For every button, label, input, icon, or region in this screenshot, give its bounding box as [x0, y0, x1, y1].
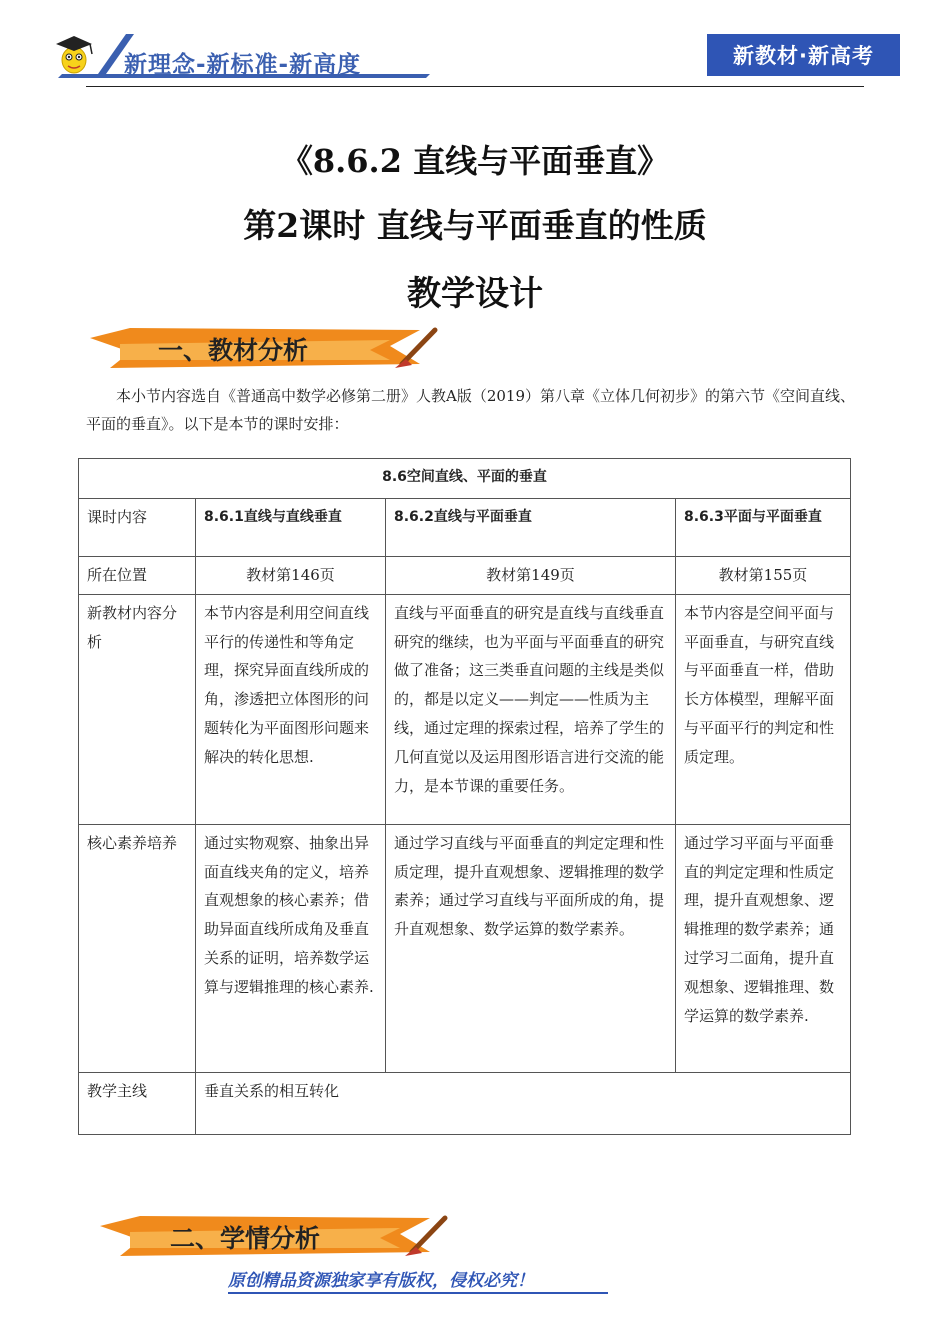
document-type-title: 教学设计: [407, 274, 543, 314]
col-head-8-6-2: 8.6.2直线与平面垂直: [386, 499, 676, 557]
table-row: [79, 499, 851, 557]
row-label-literacy: 核心素养培养: [79, 824, 196, 1072]
position-cell: 教材第149页: [386, 557, 676, 595]
header-divider: [86, 86, 864, 87]
literacy-cell: 通过学习直线与平面垂直的判定定理和性质定理，提升直观想象、逻辑推理的数学素养；通过学习直线与平面所成的角，提升直观想象、数学运算的数学素养。: [386, 824, 676, 1072]
table-row: [79, 824, 851, 1072]
lesson-schedule-table: [78, 458, 851, 1135]
table-row: [79, 459, 851, 499]
header-slogan: 新理念-新标准-新高度: [124, 52, 362, 78]
row-label-analysis: 新教材内容分析: [79, 594, 196, 824]
literacy-cell: 通过实物观察、抽象出异面直线夹角的定义，培养直观想象的核心素养；借助异面直线所成角及垂直关系的证明，培养数学运算与逻辑推理的核心素养.: [196, 824, 386, 1072]
position-cell: 教材第146页: [196, 557, 386, 595]
col-head-8-6-1: 8.6.1直线与直线垂直: [196, 499, 386, 557]
document-subtitle: 第2课时 直线与平面垂直的性质: [243, 206, 707, 245]
table-row: [79, 594, 851, 824]
position-cell: 教材第155页: [676, 557, 851, 595]
section-heading-textbook-analysis: 一、教材分析: [158, 336, 309, 365]
footer-divider: [228, 1292, 608, 1294]
intro-paragraph: 本小节内容选自《普通高中数学必修第二册》人教A版（2019）第八章《立体几何初步》的第六节《空间直线、平面的垂直》。以下是本节的课时安排：: [86, 387, 856, 433]
col-head-8-6-3: 8.6.3平面与平面垂直: [676, 499, 851, 557]
analysis-cell: 直线与平面垂直的研究是直线与直线垂直研究的继续，也为平面与平面垂直的研究做了准备；这三类垂直问题的主线是类似的，都是以定义——判定——性质为主线，通过定理的探索过程，培养了学生的几何直觉以及运用图形语言进行交流的能力，是本节课的重要任务。: [386, 594, 676, 824]
row-label-position: 所在位置: [79, 557, 196, 595]
analysis-cell: 本节内容是空间平面与平面垂直，与研究直线与平面垂直一样，借助长方体模型，理解平面与平面平行的判定和性质定理。: [676, 594, 851, 824]
analysis-cell: 本节内容是利用空间直线平行的传递性和等角定理，探究异面直线所成的角，渗透把立体图形的问题转化为平面图形问题来解决的转化思想.: [196, 594, 386, 824]
section-heading-student-analysis: 二、学情分析: [170, 1224, 321, 1253]
literacy-cell: 通过学习平面与平面垂直的判定定理和性质定理，提升直观想象、逻辑推理的数学素养；通过学习二面角，提升直观想象、逻辑推理、数学运算的数学素养.: [676, 824, 851, 1072]
row-label-mainline: 教学主线: [79, 1072, 196, 1134]
graduate-mascot-icon: [56, 36, 92, 73]
table-row: [79, 557, 851, 595]
row-label-content: 课时内容: [79, 499, 196, 557]
header-badge: 新教材·新高考: [707, 34, 900, 76]
copyright-notice: 原创精品资源独家享有版权，侵权必究！: [228, 1271, 534, 1291]
document-title: 《8.6.2 直线与平面垂直》: [280, 142, 670, 180]
table-row: [79, 1072, 851, 1134]
mainline-cell: 垂直关系的相互转化: [196, 1072, 851, 1134]
table-caption: 8.6空间直线、平面的垂直: [79, 459, 851, 499]
